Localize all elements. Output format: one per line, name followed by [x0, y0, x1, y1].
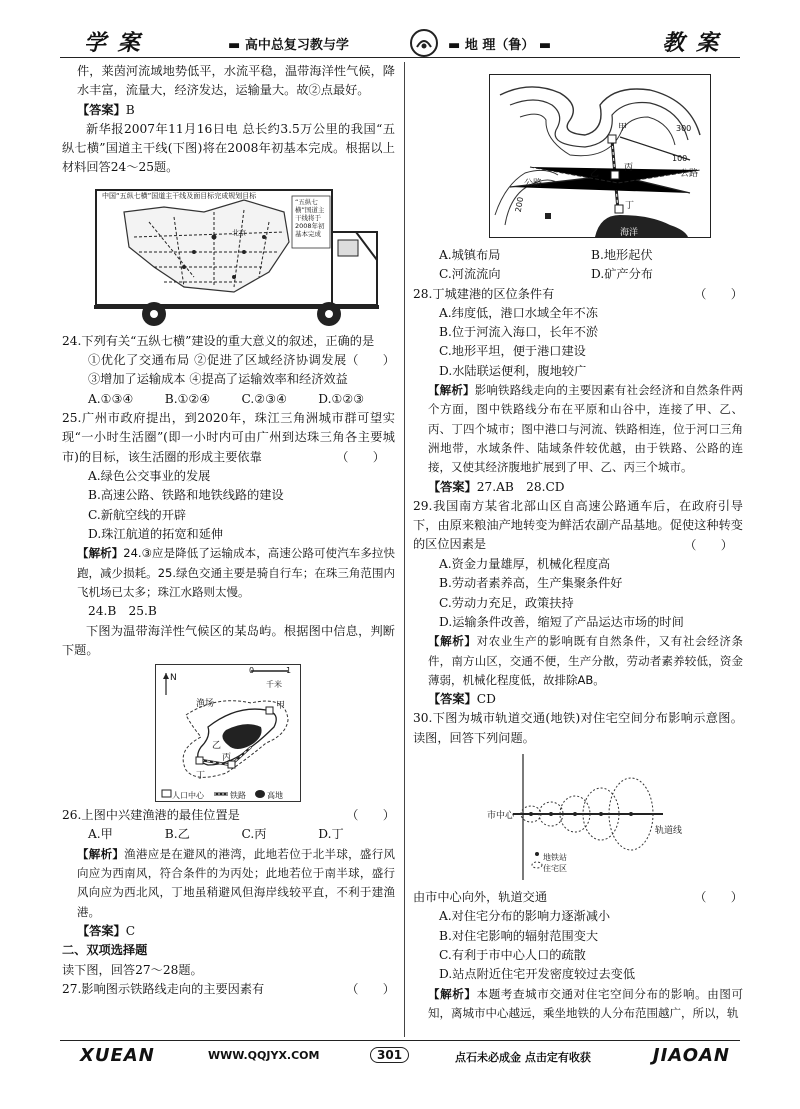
- paragraph: 件，莱茵河流域地势低平，水流平稳，温带海洋性气候，降水丰富，流量大，经济发达，运输量大。故②点最好。: [77, 64, 395, 98]
- answer-26: 【答案】C: [77, 923, 136, 938]
- header-right-brand: 教 案: [662, 30, 720, 56]
- place-ding: 丁: [196, 771, 206, 782]
- option: C.②③④: [241, 391, 288, 406]
- paragraph: 新华报2007年11月16日电 总长约3.5万公里的我国“五纵七横”国道主干线(下图)将在2008年初基本完成。根据以上材料回答24～25题。: [62, 121, 395, 175]
- page-footer: [60, 1041, 740, 1071]
- place-jia: 甲: [276, 701, 286, 712]
- paragraph: 读下图，回答27～28题。: [62, 962, 203, 977]
- metro-diagram-figure: [483, 752, 693, 882]
- place-yi: 乙: [212, 741, 222, 752]
- q29-paren: （ ）: [684, 537, 733, 552]
- truck-illustration: [94, 182, 379, 330]
- option: D.矿产分布: [591, 267, 653, 282]
- right-column: [413, 62, 743, 1023]
- paragraph: 下图为温带海洋性气候区的某岛屿。根据图中信息，判断下题。: [62, 623, 395, 657]
- header-center-right: ▬ 地 理（鲁） ▬: [448, 38, 552, 53]
- fishery-label: 渔场: [196, 699, 215, 710]
- option: B.对住宅影响的辐射范围变大: [439, 928, 599, 943]
- option: D.丁: [318, 827, 344, 842]
- answer-28: 【答案】27.AB 28.CD: [428, 479, 565, 494]
- truck-map-beijing: 北京: [232, 228, 246, 237]
- page-number: 301: [370, 1047, 409, 1063]
- q25-paren: （ ）: [336, 449, 385, 464]
- contour-100: 100: [672, 154, 688, 163]
- option: A.城镇布局: [439, 248, 501, 262]
- scale-zero: 0: [249, 666, 255, 676]
- question-30a: 由市中心向外，轨道交通 （ ）: [413, 890, 743, 905]
- header-left-brand: 学 案: [84, 30, 142, 56]
- north-label: N: [170, 673, 177, 684]
- explanation-29: 【解析】对农业生产的影响既有自然条件，又有社会经济条件，南方山区，交通不便，生产分散，劳动者素养较低，资金薄弱，机械化程度低，故排除AB。: [428, 634, 743, 687]
- legend-station: 地铁站: [543, 853, 567, 863]
- option: A.①③④: [88, 391, 134, 406]
- option: B.地形起伏: [591, 248, 653, 262]
- answer-25: 24.B 25.B: [88, 604, 157, 619]
- road-label-right: 公路: [680, 169, 699, 179]
- road-label-left: 公路: [524, 179, 543, 189]
- metro-center-label: 市中心: [487, 811, 515, 822]
- option: B.乙: [164, 827, 190, 842]
- option: A.纬度低，港口水域全年不冻: [439, 305, 598, 320]
- section-heading: 二、双项选择题: [62, 943, 148, 958]
- footer-left-brand: XUEAN: [80, 1045, 155, 1066]
- footer-slogan: 点石未必成金 点击定有收获: [455, 1051, 591, 1064]
- legend-housing: 住宅区: [543, 864, 567, 874]
- q27-options-row2: [413, 265, 743, 284]
- metro-line-label: 轨道线: [655, 826, 683, 837]
- left-column: [62, 62, 395, 999]
- contour-300: 300: [676, 124, 692, 133]
- question-25: 25.广州市政府提出，到2020年，珠江三角洲城市群可望实现“一小时生活圈”(即一小时内可由广州到达珠三角各主要城市)的目标，该生活圈的形成主要依靠: [62, 410, 395, 464]
- option: A.对住宅分布的影响力逐渐减小: [439, 909, 611, 924]
- q26-options: [62, 825, 395, 844]
- answer-29: 【答案】CD: [428, 692, 496, 707]
- q27-options-row1: [413, 246, 743, 265]
- header-center-left: ▬ 高中总复习教与学: [228, 38, 349, 53]
- truck-map-title: 中国“五纵七横”国道主干线及面目标完成规划目标: [102, 191, 257, 200]
- truck-map-figure: [94, 182, 379, 330]
- legend-city: 人口中心: [172, 791, 204, 801]
- q24-options: [62, 390, 395, 409]
- option: A.绿色公交事业的发展: [88, 469, 211, 484]
- option: C.地形平坦，便于港口建设: [439, 344, 586, 359]
- sea-label: 海洋: [620, 228, 639, 238]
- railway-map-figure: [489, 74, 711, 238]
- question-30: 30.下图为城市轨道交通(地铁)对住宅空间分布影响示意图。读图，回答下列问题。: [413, 711, 743, 745]
- question-29: 29.我国南方某省北部山区自高速公路通车后，在政府引导下，由原来粮油产地转变为鲜活农副产品基地。促使这种转变的区位因素是: [413, 498, 743, 552]
- option: B.劳动者素养高，生产集聚条件好: [439, 576, 623, 591]
- option: C.丙: [241, 827, 267, 842]
- explanation-28: 【解析】影响铁路线走向的主要因素有社会经济和自然条件两个方面，图中铁路线分布在平原和山谷中，连接了甲、乙、丙、丁四个城市；图中港口与河流、铁路相连，位于河口三角洲地带，水域条件、陆域条件较优越，由于铁路、公路的连接，又使其经济腹地扩展到了甲、乙、丙三个城市。: [428, 383, 744, 475]
- place-jia: 甲: [618, 123, 628, 133]
- option: C.河流流向: [439, 267, 501, 282]
- place-bing: 丙: [222, 753, 232, 764]
- scale-unit: 千米: [266, 680, 282, 690]
- metro-diagram: [483, 752, 693, 882]
- question-28: 28.丁城建港的区位条件有 （ ）: [413, 286, 743, 301]
- option: C.有利于市中心人口的疏散: [439, 947, 586, 962]
- explanation-25: 【解析】24.③应是降低了运输成本，高速公路可使汽车多拉快跑，减少损耗。25.绿色交通主要是骑自行车；在珠三角范围内飞机场已太多；珠江水路则太慢。: [77, 546, 395, 599]
- option: D.珠江航道的拓宽和延伸: [88, 527, 224, 542]
- page-header: [60, 20, 740, 60]
- header-rule: [60, 57, 740, 58]
- option: D.运输条件改善，缩短了产品运达市场的时间: [439, 614, 684, 629]
- truck-map-note: “五纵七横”国道主干线将于2008年初基本完成: [295, 197, 325, 238]
- legend-high: 高地: [267, 791, 283, 801]
- option: A.甲: [88, 827, 113, 842]
- footer-right-brand: JIAOAN: [652, 1045, 730, 1066]
- island-map-figure: [155, 664, 301, 802]
- option: D.站点附近住宅开发密度较过去变低: [439, 967, 636, 982]
- answer-line: 【答案】B: [77, 102, 135, 117]
- explanation-26: 【解析】渔港应是在避风的港湾，此地若位于北半球，盛行风向应为西南风，符合条件的为丙处；此地若位于南半球，盛行风向应为西北风，丁地虽稍避风但海岸线较平直，不利于建渔港。: [77, 846, 395, 919]
- legend-rail: 铁路: [230, 791, 246, 801]
- option: C.劳动力充足，政策扶持: [439, 595, 574, 610]
- footer-url[interactable]: WWW.QQJYX.COM: [208, 1049, 320, 1062]
- option: D.①②③: [318, 391, 365, 406]
- option: B.①②④: [164, 391, 211, 406]
- place-ding: 丁: [625, 201, 635, 211]
- option: A.资金力量雄厚，机械化程度高: [439, 557, 611, 572]
- question-24: 24.下列有关“五纵七横”建设的重大意义的叙述，正确的是 （ ）: [62, 333, 395, 368]
- option: C.新航空线的开辟: [88, 507, 187, 522]
- column-divider: [404, 62, 405, 1037]
- contour-200: 200: [513, 196, 526, 213]
- option: D.水陆联运便利，腹地较广: [439, 363, 587, 378]
- explanation-30: 【解析】本题考查城市交通对住宅空间分布的影响。由图可知，离城市中心越远，乘坐地铁的人分布范围越广，所以，轨: [428, 986, 743, 1020]
- q24-statements: ①优化了交通布局 ②促进了区域经济协调发展 ③增加了运输成本 ④提高了运输效率和经济效益: [88, 353, 348, 387]
- option: B.高速公路、铁路和地铁线路的建设: [88, 488, 284, 503]
- scale-one: 1: [286, 666, 292, 676]
- question-26: 26.上图中兴建渔港的最佳位置是 （ ）: [62, 808, 395, 823]
- place-yi: 乙: [590, 169, 600, 179]
- option: B.位于河流入海口，长年不淤: [439, 325, 599, 340]
- emblem-icon: [410, 29, 438, 57]
- place-bing: 丙: [624, 163, 634, 173]
- question-27: 27.影响图示铁路线走向的主要因素有 （ ）: [62, 981, 395, 996]
